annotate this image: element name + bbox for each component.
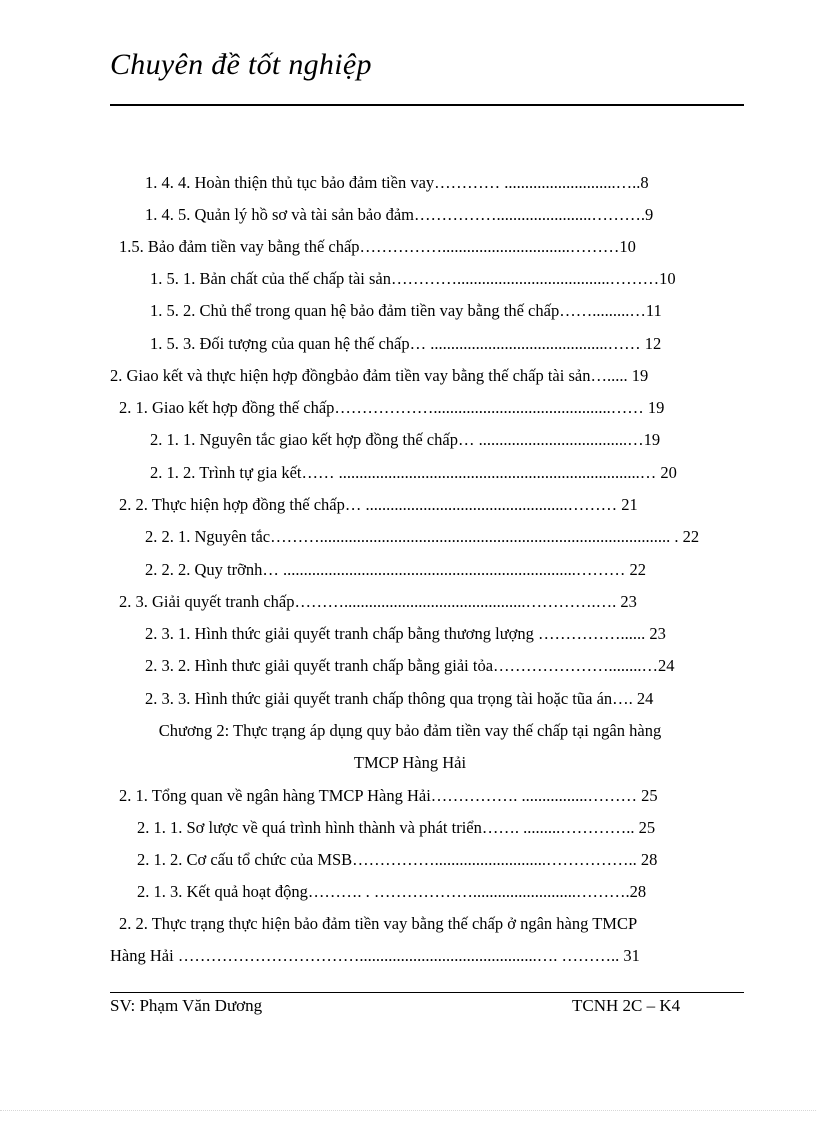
toc-entry: 1. 4. 5. Quản lý hồ sơ và tài sản bảo đảm…………….......................……….9	[145, 205, 654, 224]
chapter-heading-line1: Chương 2: Thực trạng áp dụng quy bảo đảm tiền vay thế chấp tại ngân hàng	[158, 721, 662, 740]
toc-entry: 2. 3. 2. Hình thưc giải quyết tranh chấp bằng giải tỏa…………………........…24	[145, 656, 675, 675]
toc-entry: 2. 1. Giao kết hợp đồng thế chấp………………...........................................…… 19	[119, 398, 665, 417]
toc-entry: 2. 2. Thực hiện hợp đồng thế chấp… .................................................……… 21	[119, 495, 638, 514]
toc-entry: 1. 5. 1. Bản chất của thế chấp tài sản………….....................................………10	[150, 269, 676, 288]
footer-divider	[110, 992, 744, 993]
toc-entry: Hàng Hải ……………………………...........................................…. ……….. 31	[110, 946, 640, 965]
chapter-heading-line2: TMCP Hàng Hải	[353, 753, 467, 772]
page-edge	[0, 1110, 816, 1112]
toc-entry: 2. Giao kết và thực hiện hợp đồngbảo đảm tiền vay bằng thế chấp tài sản…..... 19	[110, 366, 649, 385]
toc-entry: 2. 2. 1. Nguyên tắc………..................................................................................... . 22	[145, 527, 700, 546]
toc-entry: 2. 2. Thực trạng thực hiện bảo đảm tiền vay bằng thế chấp ở ngân hàng TMCP	[119, 914, 638, 933]
header-divider	[110, 104, 744, 106]
toc-entry: 2. 3. 1. Hình thức giải quyết tranh chấp bằng thương lượng ……………...... 23	[145, 624, 666, 643]
toc-entry: 1.5. Bảo đảm tiền vay bằng thế chấp……………...............................………10	[119, 237, 636, 256]
toc-entry: 2. 2. 2. Quy trỡnh… .......................................................................……… 22	[145, 560, 646, 579]
toc-entry: 1. 4. 4. Hoàn thiện thủ tục bảo đảm tiền vay………… ...........................…..8	[145, 173, 649, 192]
toc-entry: 1. 5. 3. Đối tượng của quan hệ thế chấp… ...........................................…… 12	[150, 334, 662, 353]
toc-entry: 2. 1. Tổng quan về ngân hàng TMCP Hàng Hải……………. ................……… 25	[119, 786, 658, 805]
footer-student-name: SV: Phạm Văn Dương	[110, 996, 263, 1015]
page-header-title: Chuyên đề tốt nghiệp	[110, 48, 372, 81]
toc-entry: 2. 3. 3. Hình thức giải quyết tranh chấp thông qua trọng tài hoặc tũa án…. 24	[145, 689, 654, 708]
toc-entry: 2. 1. 2. Trình tự gia kết…… .........................................................................… 20	[150, 463, 677, 482]
toc-entry: 1. 5. 2. Chủ thể trong quan hệ bảo đảm tiền vay bằng thế chấp…….........…11	[150, 301, 662, 320]
toc-entry: 2. 3. Giải quyết tranh chấp………............................................………….…. 23	[119, 592, 637, 611]
toc-entry: 2. 1. 3. Kết quả hoạt động………. . ……………….........................……….28	[137, 882, 647, 901]
toc-entry: 2. 1. 2. Cơ cấu tổ chức của MSB……………...........................…………….. 28	[137, 850, 658, 869]
footer-class: TCNH 2C – K4	[572, 996, 681, 1015]
toc-entry: 2. 1. 1. Sơ lược về quá trình hình thành và phát triển……. .........………….. 25	[137, 818, 656, 837]
toc-entry: 2. 1. 1. Nguyên tắc giao kết hợp đồng thế chấp… ....................................…19	[150, 430, 661, 449]
